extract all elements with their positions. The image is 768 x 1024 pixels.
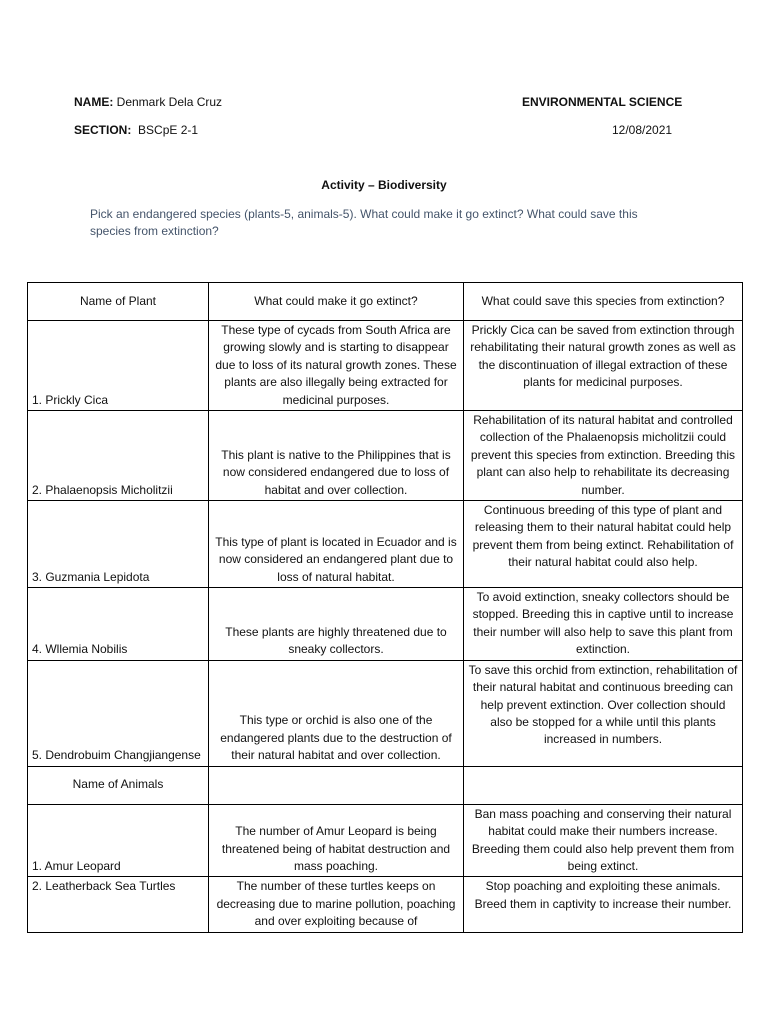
section-label: SECTION: bbox=[74, 123, 132, 137]
extinct-cause: These plants are highly threatened due to sneaky collectors. bbox=[209, 588, 464, 661]
plant-name: 3. Guzmania Lepidota bbox=[28, 501, 209, 588]
plant-name: 4. Wllemia Nobilis bbox=[28, 588, 209, 661]
save-method: Rehabilitation of its natural habitat and controlled collection of the Phalaenopsis micholitzii could prevent this species from extinction. Breeding this plant can also help to rehabilitate its decreasing number. bbox=[464, 411, 743, 501]
table-header-row bbox=[28, 283, 743, 321]
animal-name: 2. Leatherback Sea Turtles bbox=[28, 877, 209, 932]
header-extinct: What could make it go extinct? bbox=[209, 283, 464, 321]
subject-title: ENVIRONMENTAL SCIENCE bbox=[522, 95, 683, 109]
activity-title: Activity – Biodiversity bbox=[321, 178, 447, 192]
table-row bbox=[28, 501, 743, 588]
extinct-cause: This plant is native to the Philippines that is now considered endangered due to loss of habitat and over collection. bbox=[209, 411, 464, 501]
table-row bbox=[28, 804, 743, 877]
plant-name: 5. Dendrobuim Changjiangense bbox=[28, 660, 209, 766]
plant-name: 2. Phalaenopsis Micholitzii bbox=[28, 411, 209, 501]
table-row bbox=[28, 660, 743, 766]
name-label: NAME: bbox=[74, 95, 114, 109]
save-method: Stop poaching and exploiting these animals. Breed them in captivity to increase their number. bbox=[464, 877, 743, 932]
save-method: Continuous breeding of this type of plant and releasing them to their natural habitat could help prevent them from being extinct. Rehabilitation of their natural habitat could also help. bbox=[464, 501, 743, 588]
extinct-cause: The number of Amur Leopard is being threatened being of habitat destruction and mass poaching. bbox=[209, 804, 464, 877]
header-name-of-animals: Name of Animals bbox=[28, 766, 209, 804]
extinct-cause: This type of plant is located in Ecuador and is now considered an endangered plant due to loss of natural habitat. bbox=[209, 501, 464, 588]
header-save: What could save this species from extinction? bbox=[464, 283, 743, 321]
table-row bbox=[28, 411, 743, 501]
section-line bbox=[74, 122, 198, 138]
save-method: Prickly Cica can be saved from extinction through rehabilitating their natural growth zones as well as the discontinuation of illegal extraction of these plants for medicinal purposes. bbox=[464, 321, 743, 411]
extinct-cause: These type of cycads from South Africa are growing slowly and is starting to disappear due to loss of its natural growth zones. These plants are also illegally being extracted for medicinal purposes. bbox=[209, 321, 464, 411]
student-name: Denmark Dela Cruz bbox=[116, 95, 223, 109]
save-method: To save this orchid from extinction, rehabilitation of their natural habitat and continuous breeding can help prevent extinction. Over collection should also be stopped for a while until this plants increased in numbers. bbox=[464, 660, 743, 766]
extinct-cause: This type or orchid is also one of the endangered plants due to the destruction of their natural habitat and over collection. bbox=[209, 660, 464, 766]
table-row bbox=[28, 877, 743, 932]
section-value: BSCpE 2-1 bbox=[138, 123, 199, 137]
plant-name: 1. Prickly Cica bbox=[28, 321, 209, 411]
date: 12/08/2021 bbox=[612, 123, 673, 137]
extinct-cause: The number of these turtles keeps on decreasing due to marine pollution, poaching and over exploiting because of bbox=[209, 877, 464, 932]
instruction-text: Pick an endangered species (plants-5, animals-5). What could make it go extinct? What could save this species from extinction? bbox=[90, 207, 638, 238]
animals-header-row bbox=[28, 766, 743, 804]
name-line bbox=[74, 94, 222, 110]
species-table bbox=[27, 282, 743, 933]
save-method: Ban mass poaching and conserving their natural habitat could make their numbers increase. Breeding them could also help prevent them from being extinct. bbox=[464, 804, 743, 877]
table-row bbox=[28, 321, 743, 411]
empty-cell bbox=[209, 766, 464, 804]
save-method: To avoid extinction, sneaky collectors should be stopped. Breeding this in captive until to increase their number will also help to save this plant from extinction. bbox=[464, 588, 743, 661]
animal-name: 1. Amur Leopard bbox=[28, 804, 209, 877]
header-name-of-plant: Name of Plant bbox=[28, 283, 209, 321]
empty-cell bbox=[464, 766, 743, 804]
table-row bbox=[28, 588, 743, 661]
